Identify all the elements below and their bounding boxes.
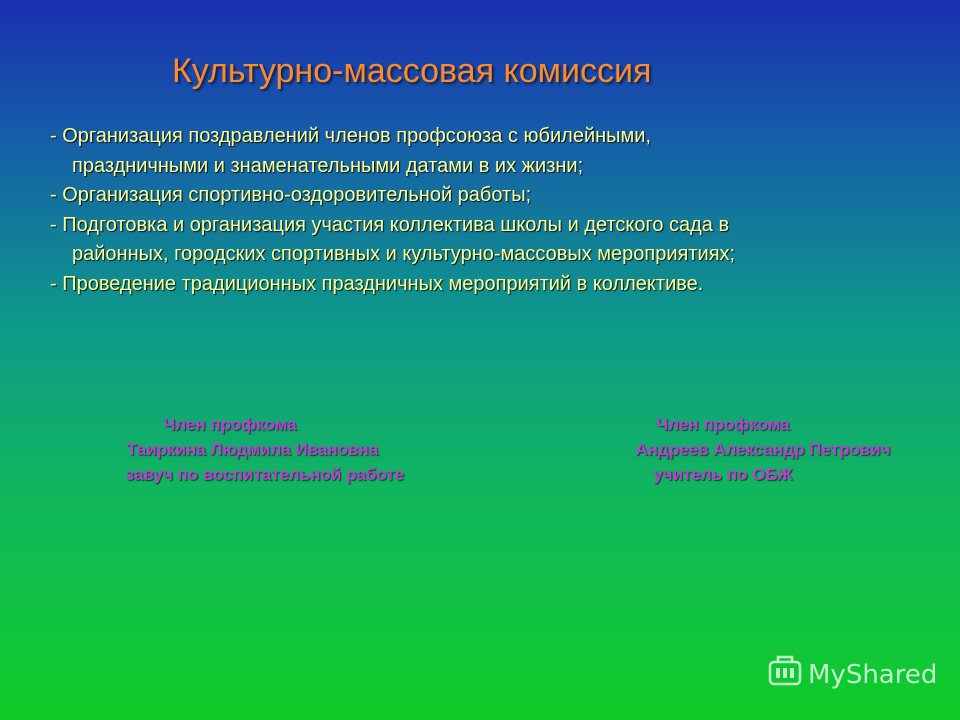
member-position: учитель по ОБЖ <box>653 465 793 484</box>
slide-title: Культурно-массовая комиссия <box>172 52 652 90</box>
duty-line: - Подготовка и организация участия коллектива школы и детского сада в <box>50 213 730 236</box>
watermark-text: MyShared <box>808 659 938 690</box>
myshared-watermark <box>768 655 937 694</box>
duty-line: районных, городских спортивных и культурно-массовых мероприятиях; <box>72 243 736 265</box>
member-role: Член профкома <box>656 415 790 434</box>
duty-line: - Проведение традиционных праздничных мероприятий в коллективе. <box>50 272 704 295</box>
duties-list <box>50 122 930 299</box>
member-name: Таиркина Людмила Ивановна <box>126 440 379 459</box>
member-card-left <box>70 412 460 487</box>
member-name: Андреев Александр Петрович <box>635 440 891 459</box>
myshared-logo-icon <box>768 655 802 694</box>
duty-line: - Организация поздравлений членов профсоюза с юбилейными, <box>50 125 652 147</box>
member-card-right <box>548 412 938 487</box>
member-position: завуч по воспитательной работе <box>125 465 405 484</box>
duty-line: праздничными и знаменательными датами в их жизни; <box>72 154 584 177</box>
member-role: Член профкома <box>163 415 297 434</box>
duty-line: - Организация спортивно-оздоровительной работы; <box>50 184 532 206</box>
